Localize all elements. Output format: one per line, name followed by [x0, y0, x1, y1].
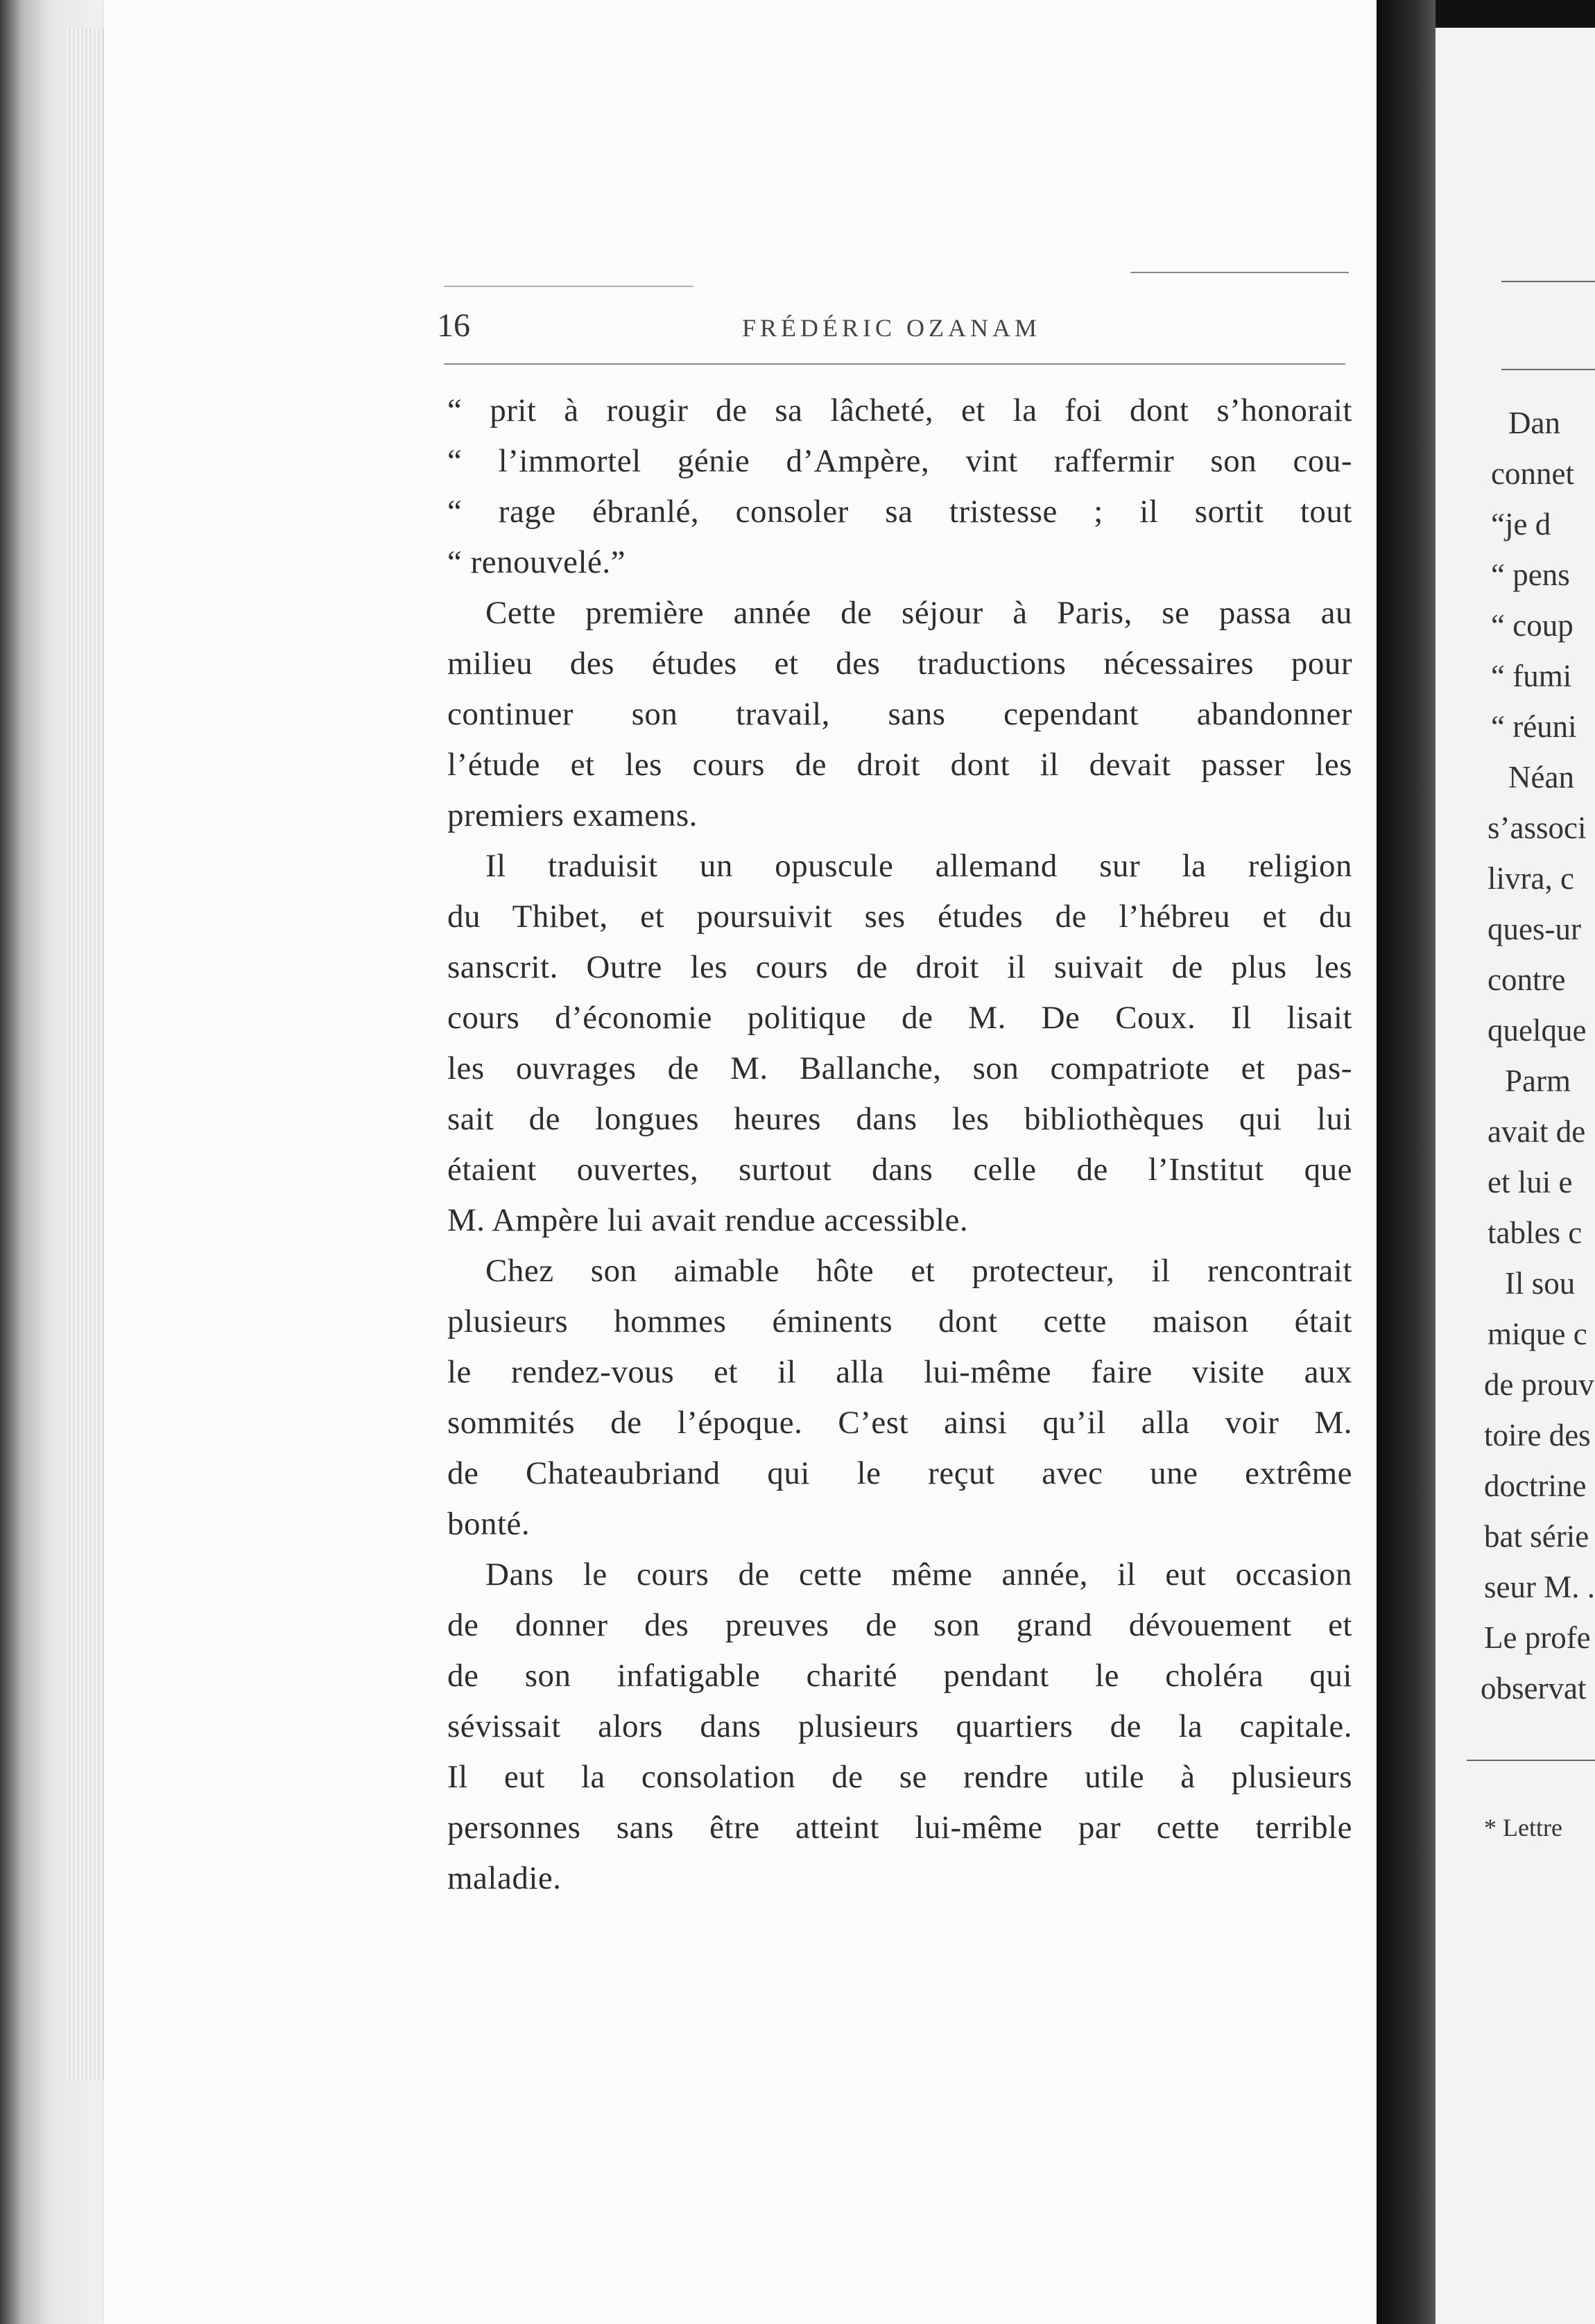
facing-line: connet: [1491, 456, 1574, 491]
facing-line: avait de: [1488, 1114, 1586, 1149]
header-rule: [444, 363, 1345, 365]
facing-line: de prouv: [1484, 1367, 1594, 1402]
facing-line: Parm: [1505, 1064, 1571, 1098]
facing-line: contre: [1488, 962, 1566, 997]
facing-line: “ coup: [1491, 608, 1574, 643]
text-line: maladie.: [447, 1860, 562, 1896]
text-line: personnes sans être atteint lui-même par cette terrible: [447, 1810, 1352, 1846]
text-line: M. Ampère lui avait rendue accessible.: [447, 1202, 969, 1238]
facing-line: Dan: [1508, 406, 1560, 440]
text-line: continuer son travail, sans cependant abandonner: [447, 696, 1352, 732]
facing-line: s’associ: [1488, 810, 1587, 845]
facing-header-rule: [1501, 369, 1595, 370]
facing-footnote: * Lettre: [1484, 1814, 1562, 1841]
running-title: FRÉDÉRIC OZANAM: [742, 314, 1042, 342]
book-gutter: [1377, 0, 1439, 2324]
text-line: Chez son aimable hôte et protecteur, il rencontrait: [485, 1253, 1352, 1289]
facing-line: seur M. .: [1484, 1570, 1595, 1604]
text-line: premiers examens.: [447, 797, 698, 833]
facing-line: “ fumi: [1491, 659, 1572, 693]
text-line: “ rage ébranlé, consoler sa tristesse ; il sortit tout: [447, 494, 1352, 530]
text-line: cours d’économie politique de M. De Coux. Il lisait: [447, 1000, 1352, 1036]
text-line: “ l’immortel génie d’Ampère, vint raffermir son cou-: [447, 443, 1352, 479]
facing-line: bat série: [1484, 1519, 1589, 1554]
text-line: sanscrit. Outre les cours de droit il suivait de plus les: [447, 949, 1352, 985]
facing-line: “ pens: [1491, 557, 1570, 592]
facing-line: “ réuni: [1491, 709, 1577, 744]
facing-line: Le profe: [1484, 1620, 1591, 1655]
facing-line: Néan: [1508, 760, 1574, 795]
text-line: Cette première année de séjour à Paris, se passa au: [485, 595, 1352, 631]
top-rule-right: [1130, 272, 1349, 273]
text-line: sait de longues heures dans les bibliothèques qui lui: [447, 1101, 1352, 1137]
facing-line: observat: [1481, 1671, 1587, 1706]
facing-line: tables c: [1488, 1215, 1583, 1250]
facing-line: doctrine: [1484, 1468, 1587, 1503]
text-line: du Thibet, et poursuivit ses études de l’hébreu et du: [447, 899, 1352, 935]
text-line: de son infatigable charité pendant le choléra qui: [447, 1658, 1352, 1694]
page-number: 16: [437, 307, 470, 344]
text-line: Dans le cours de cette même année, il eut occasion: [485, 1556, 1352, 1593]
top-rule-left: [444, 286, 693, 287]
facing-line: “je d: [1491, 507, 1551, 541]
text-line: de donner des preuves de son grand dévouement et: [447, 1607, 1352, 1643]
text-line: bonté.: [447, 1506, 531, 1542]
facing-line: et lui e: [1488, 1165, 1573, 1199]
facing-line: mique c: [1488, 1317, 1587, 1351]
text-line: le rendez-vous et il alla lui-même faire visite aux: [447, 1354, 1352, 1390]
text-line: “ prit à rougir de sa lâcheté, et la foi dont s’honorait: [447, 392, 1352, 428]
text-line: sévissait alors dans plusieurs quartiers de la capitale.: [447, 1708, 1352, 1744]
text-line: de Chateaubriand qui le reçut avec une extrême: [447, 1455, 1352, 1491]
facing-top-shadow: [1436, 0, 1595, 28]
text-line: milieu des études et des traductions nécessaires pour: [447, 645, 1352, 682]
text-line: sommités de l’époque. C’est ainsi qu’il alla voir M.: [447, 1405, 1352, 1441]
facing-line: ques-ur: [1488, 912, 1581, 946]
text-line: Il eut la consolation de se rendre utile à plusieurs: [447, 1759, 1352, 1795]
text-line: étaient ouvertes, surtout dans celle de l’Institut que: [447, 1152, 1352, 1188]
text-line: les ouvrages de M. Ballanche, son compatriote et pas-: [447, 1050, 1352, 1086]
facing-line: livra, c: [1488, 861, 1574, 896]
facing-footnote-rule: [1467, 1760, 1595, 1761]
text-line: Il traduisit un opuscule allemand sur la religion: [485, 848, 1352, 884]
facing-top-rule: [1501, 281, 1595, 282]
facing-line: Il sou: [1505, 1266, 1576, 1301]
facing-line: quelque: [1488, 1013, 1587, 1048]
text-line: plusieurs hommes éminents dont cette maison était: [447, 1303, 1352, 1339]
text-line: “ renouvelé.”: [447, 544, 626, 580]
facing-page: [1436, 0, 1595, 2324]
text-line: l’étude et les cours de droit dont il devait passer les: [447, 747, 1352, 783]
facing-line: toire des: [1484, 1418, 1591, 1452]
